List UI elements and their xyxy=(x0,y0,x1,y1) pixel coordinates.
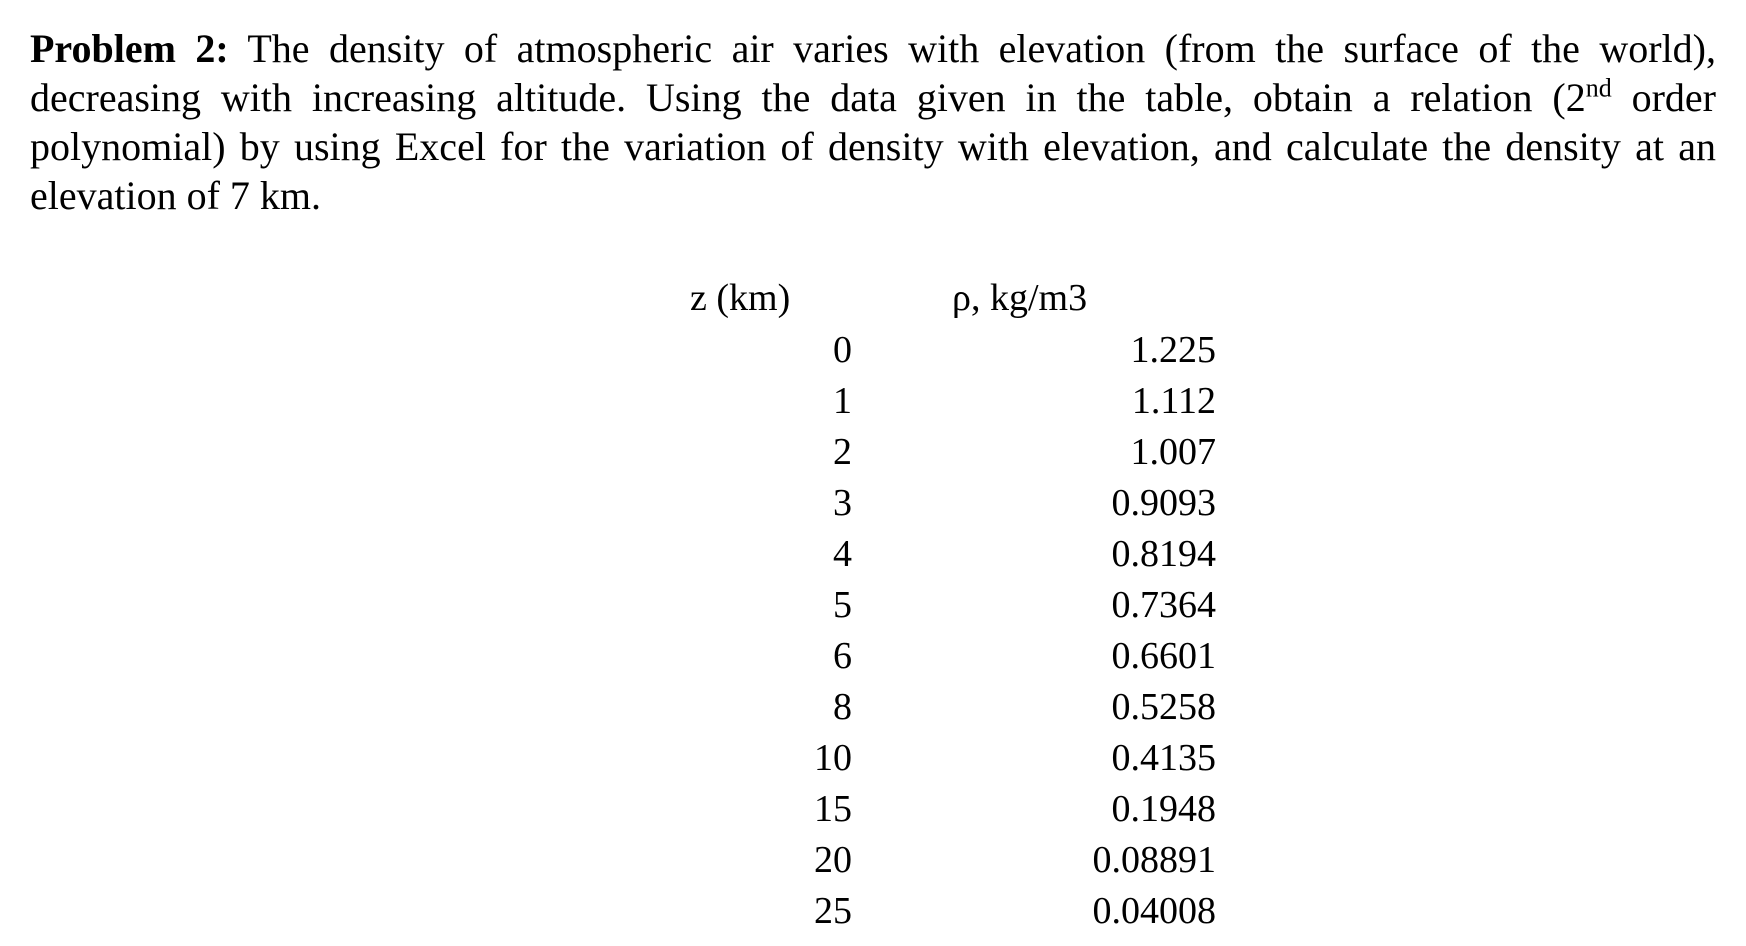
density-cell: 0.9093 xyxy=(1111,481,1216,524)
density-cell: 0.1948 xyxy=(1111,787,1216,830)
elevation-cell: 3 xyxy=(833,481,852,524)
elevation-cell: 1 xyxy=(833,379,852,422)
density-cell: 0.8194 xyxy=(1111,532,1216,575)
problem-label: Problem 2: xyxy=(30,26,229,71)
density-cell: 1.007 xyxy=(1130,430,1216,473)
table-row xyxy=(648,834,1216,885)
elevation-cell: 20 xyxy=(814,838,852,881)
table-header-row xyxy=(648,276,1216,324)
density-elevation-table xyxy=(648,276,1216,936)
elevation-cell: 8 xyxy=(833,685,852,728)
table-row xyxy=(648,579,1216,630)
table-row xyxy=(648,528,1216,579)
density-cell: 0.5258 xyxy=(1111,685,1216,728)
table-row xyxy=(648,885,1216,936)
problem-statement xyxy=(30,24,1716,220)
header-elevation: z (km) xyxy=(690,277,791,319)
table-row xyxy=(648,732,1216,783)
table-row xyxy=(648,477,1216,528)
density-cell: 0.4135 xyxy=(1111,736,1216,779)
elevation-cell: 5 xyxy=(833,583,852,626)
elevation-cell: 10 xyxy=(814,736,852,779)
density-cell: 0.08891 xyxy=(1092,838,1216,881)
density-cell: 0.7364 xyxy=(1111,583,1216,626)
elevation-cell: 15 xyxy=(814,787,852,830)
ordinal-superscript: nd xyxy=(1585,73,1612,103)
table-row xyxy=(648,681,1216,732)
header-density: ρ, kg/m3 xyxy=(952,277,1088,319)
density-cell: 1.112 xyxy=(1131,379,1216,422)
table-row xyxy=(648,324,1216,375)
problem-text-part2: order polynomial) by using Excel for the variation of density with elevation, and calculate the density at an elevation of 7 km. xyxy=(30,75,1716,218)
elevation-cell: 0 xyxy=(833,328,852,371)
elevation-cell: 6 xyxy=(833,634,852,677)
elevation-cell: 2 xyxy=(833,430,852,473)
table-row xyxy=(648,630,1216,681)
elevation-cell: 25 xyxy=(814,889,852,932)
table-row xyxy=(648,426,1216,477)
density-cell: 0.6601 xyxy=(1111,634,1216,677)
table-row xyxy=(648,375,1216,426)
problem-text-part1: The density of atmospheric air varies with elevation (from the surface of the world), decreasing with increasing altitude. Using the data given in the table, obtain a relation (2 xyxy=(30,26,1717,120)
table-row xyxy=(648,783,1216,834)
elevation-cell: 4 xyxy=(833,532,852,575)
density-cell: 0.04008 xyxy=(1092,889,1216,932)
density-cell: 1.225 xyxy=(1130,328,1216,371)
